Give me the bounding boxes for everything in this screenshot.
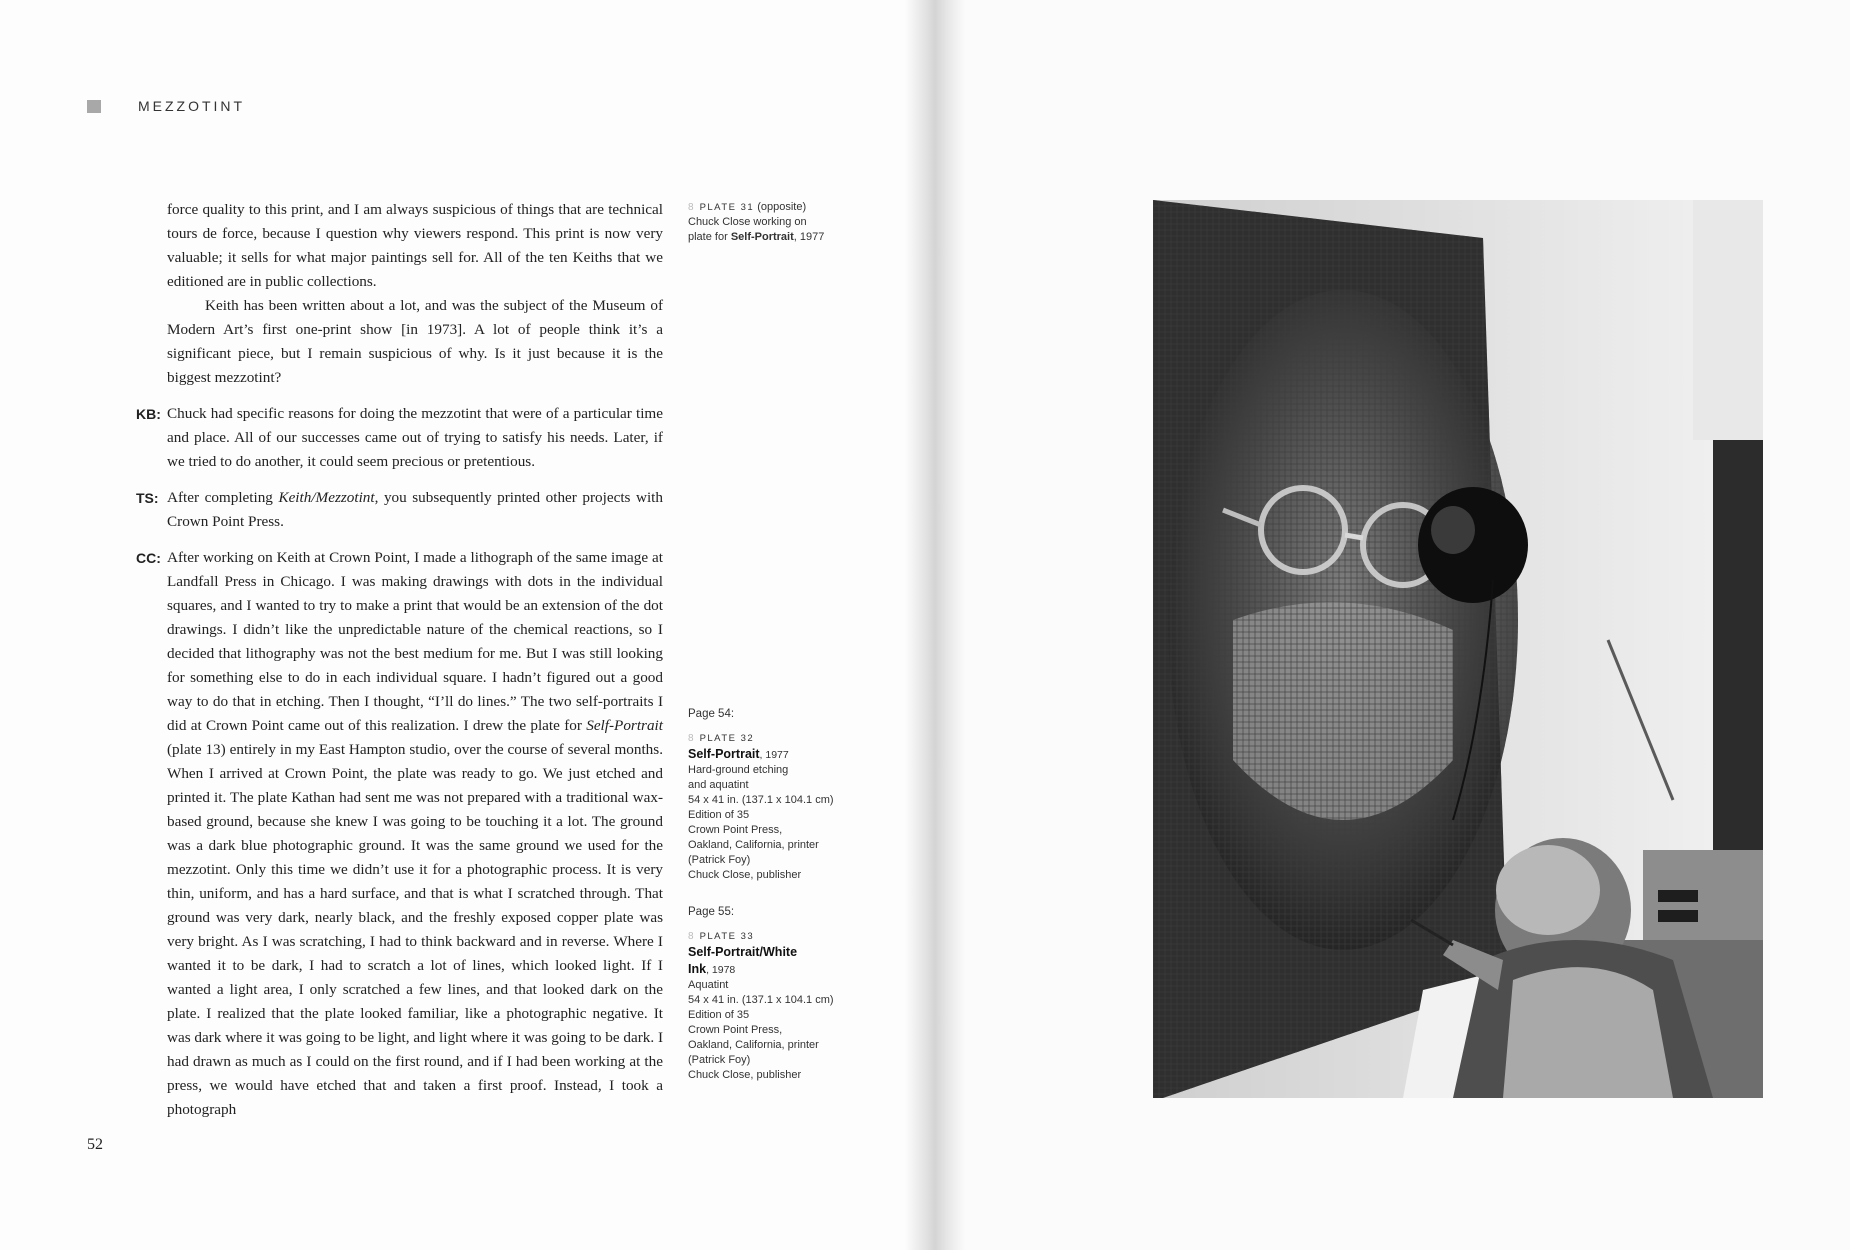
plate-31-bold: Self-Portrait [730, 231, 794, 243]
photo-illustration [1153, 200, 1763, 1098]
plate-33-detail: 54 x 41 in. (137.1 x 104.1 cm) [688, 994, 834, 1006]
cc-text-italic: Self-Portrait [586, 717, 663, 734]
ts-block [136, 486, 663, 534]
page-54-label: Page 54: [688, 708, 735, 720]
plate-33-detail: (Patrick Foy) [688, 1054, 751, 1066]
caption-plate-31 [688, 200, 843, 245]
speaker-cc: CC: [136, 550, 161, 566]
plate-32-detail: Edition of 35 [688, 809, 750, 821]
plate-32-detail: Crown Point Press, [688, 824, 783, 836]
artist-photo [1153, 200, 1763, 1098]
plate-33-detail: Chuck Close, publisher [688, 1069, 802, 1081]
caption-plate-33 [688, 905, 843, 1083]
plate-33-detail: Crown Point Press, [688, 1024, 783, 1036]
plate-32-detail: 54 x 41 in. (137.1 x 104.1 cm) [688, 794, 834, 806]
plate-32-label: PLATE 32 [699, 733, 755, 744]
plate-31-line-1: Chuck Close working on [688, 216, 807, 228]
ts-text-italic: Keith/Mezzotint [278, 489, 375, 506]
header-marker [87, 100, 101, 113]
plate-31-label: PLATE 31 [699, 202, 755, 213]
plate-32-title: Self-Portrait [688, 747, 760, 761]
plate-31-line-2: plate for [688, 231, 731, 243]
plate-marker-icon: 8 [688, 733, 694, 744]
running-head: MEZZOTINT [138, 98, 246, 114]
plate-33-label: PLATE 33 [699, 931, 755, 942]
cc-block [136, 546, 663, 1122]
book-gutter [905, 0, 965, 1250]
plate-33-detail: Oakland, California, printer [688, 1039, 819, 1051]
plate-marker-icon: 8 [688, 931, 694, 942]
plate-33-year: , 1978 [706, 964, 736, 976]
plate-32-detail: Chuck Close, publisher [688, 869, 802, 881]
kb-block [136, 402, 663, 474]
plate-32-detail: and aquatint [688, 779, 749, 791]
plate-33-title-1: Self-Portrait/White [688, 945, 798, 959]
plate-33-detail: Edition of 35 [688, 1009, 750, 1021]
ts-text-after: , you subsequently printed other projects with Crown Point Press. [167, 489, 663, 530]
page-55-label: Page 55: [688, 906, 735, 918]
speaker-ts: TS: [136, 490, 159, 506]
plate-32-detail: Hard-ground etching [688, 764, 789, 776]
plate-marker-icon: 8 [688, 202, 694, 213]
body-text [136, 198, 663, 1122]
caption-plate-32 [688, 707, 843, 883]
cc-text-1: After working on Keith at Crown Point, I made a lithograph of the same image at Landfall Press in Chicago. I was making drawings with dots in the individual squares, and I wanted to try to make a print that would be an extension of the dot drawings. I didn’t like the unpredictable nature of the chemical reactions, so I decided that lithography was not the best medium for me. But I was still looking for something else to do in each individual square. I hadn’t figured out a good way to do that in etching. Then I thought, “I’ll do lines.” The two self-portraits I did at Crown Point came out of this realization. I drew the plate for [167, 549, 663, 734]
speaker-kb: KB: [136, 406, 161, 422]
plate-32-detail: (Patrick Foy) [688, 854, 751, 866]
paragraph-1: force quality to this print, and I am always suspicious of things that are technical tours de force, because I question why viewers respond. This print is now very valuable; it sells for what major paintings sell for. All of the ten Keiths that we editioned are in public collections. [167, 201, 663, 290]
ts-text-before: After completing [167, 489, 279, 506]
paragraph-2: Keith has been written about a lot, and was the subject of the Museum of Modern Art’s first one-print show [in 1973]. A lot of people think it’s a significant piece, but I remain suspicious of why. Is it just because it is the biggest mezzotint? [167, 297, 663, 386]
plate-31-note: (opposite) [757, 201, 807, 213]
plate-33-title-2: Ink [688, 962, 707, 976]
page-number: 52 [87, 1136, 103, 1153]
cc-text-2: (plate 13) entirely in my East Hampton studio, over the course of several months. When I arrived at Crown Point, the plate was ready to go. We just etched and printed it. The plate Kathan had sent me was not prepared with a traditional wax-based ground, because she knew I was going to be touching it a lot. The ground was a dark blue photographic ground. It was the same ground we used for the mezzotint. Only this time we didn’t use it for a photographic process. It is very thin, uniform, and has a hard surface, and that is what I scratched through. That ground was very dark, nearly black, and the freshly exposed copper plate was very bright. As I was scratching, I had to think backward and in reverse. Where I wanted it to be dark, I had to scratch a lot of lines, which looked light. If I wanted a light area, I only scratched a few lines, and that looked dark on the plate. I realized that the plate looked familiar, like a photographic negative. It was dark where it was going to be light, and light where it was going to be dark. I had drawn as much as I could on the first round, and if I had been working at the press, we would have etched that and taken a first proof. Instead, I took a photograph [167, 741, 664, 1118]
kb-text: Chuck had specific reasons for doing the mezzotint that were of a particular time and place. All of our successes came out of trying to satisfy his needs. Later, if we tried to do another, it could seem precious or pretentious. [167, 405, 663, 470]
plate-33-detail: Aquatint [688, 979, 729, 991]
plate-31-year: , 1977 [793, 231, 825, 243]
plate-32-detail: Oakland, California, printer [688, 839, 819, 851]
plate-32-year: , 1977 [759, 749, 789, 761]
